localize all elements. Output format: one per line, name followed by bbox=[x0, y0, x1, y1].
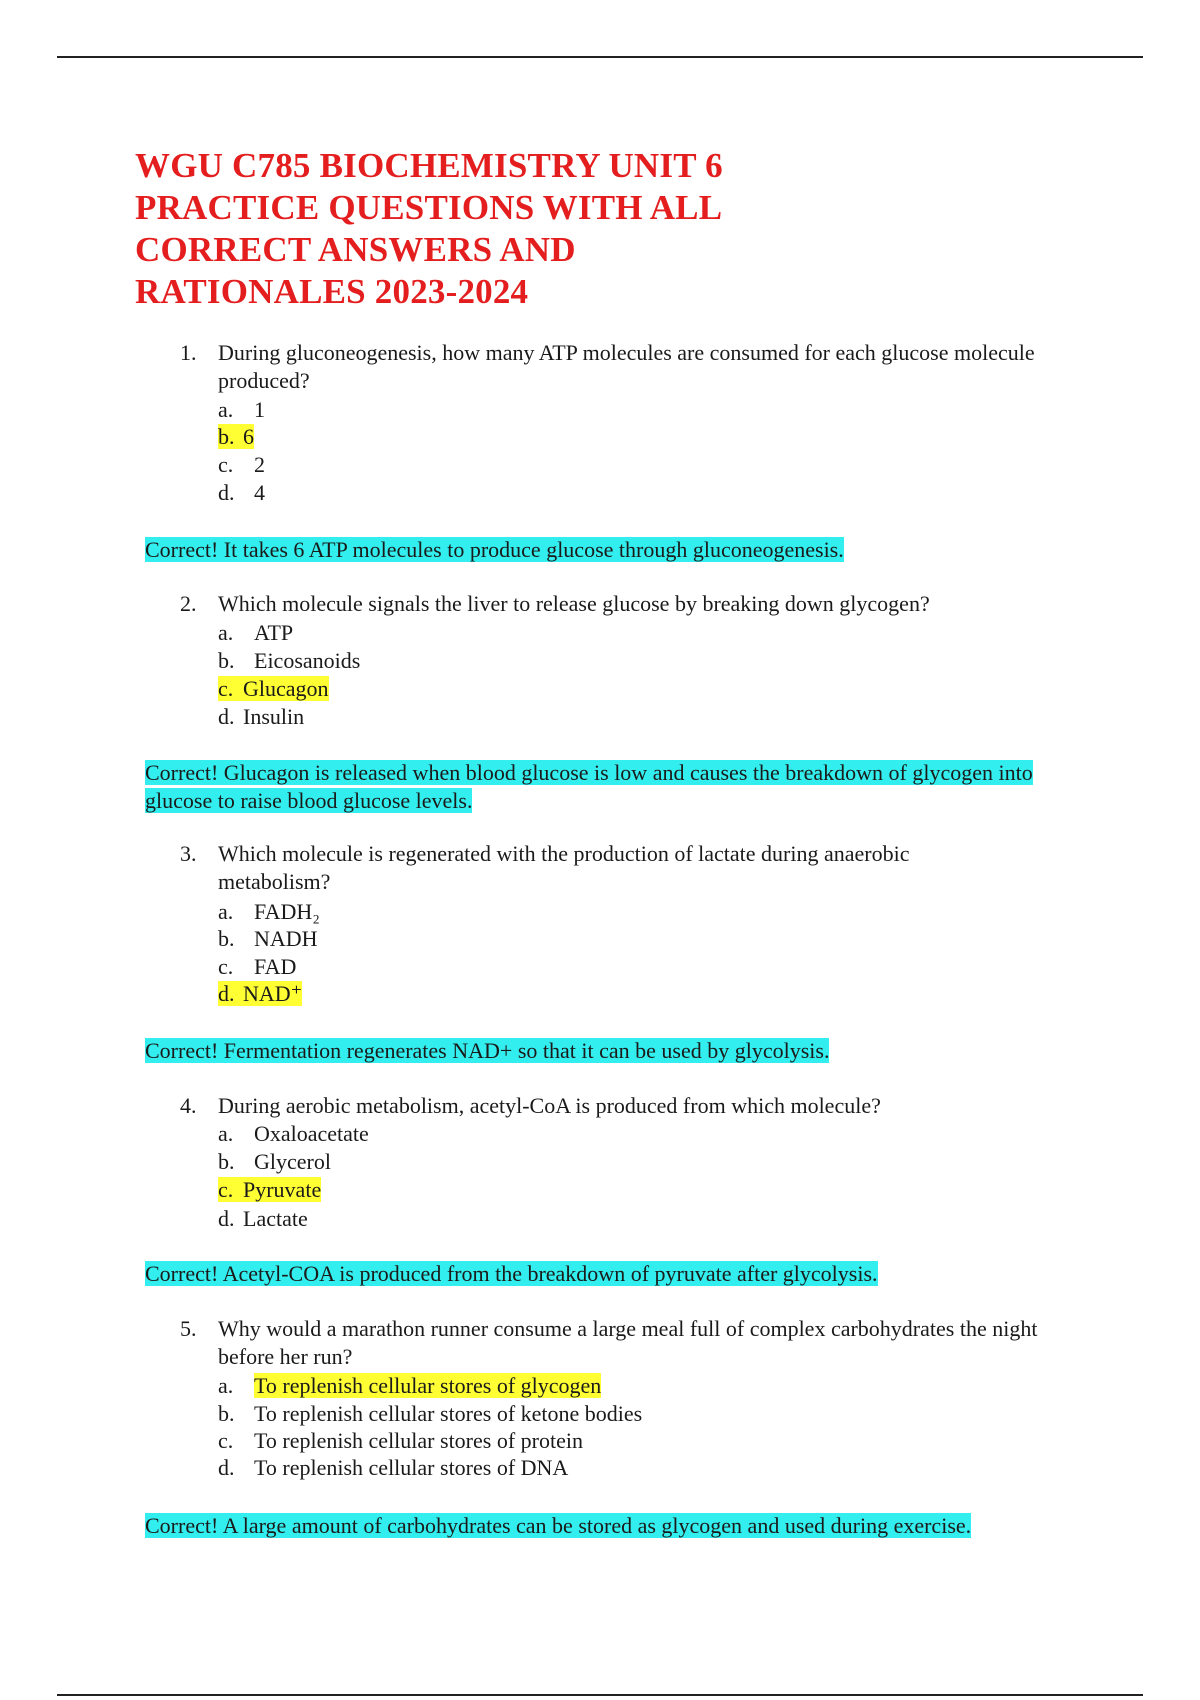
option-letter: d. bbox=[218, 981, 235, 1006]
option-text: To replenish cellular stores of protein bbox=[254, 1428, 583, 1453]
question-text: Which molecule signals the liver to release glucose by breaking down glycogen? bbox=[218, 591, 930, 616]
option-b bbox=[218, 925, 318, 952]
option-d bbox=[218, 703, 304, 730]
option-text: To replenish cellular stores of glycogen bbox=[254, 1373, 602, 1398]
option-d bbox=[218, 1205, 308, 1232]
option-c bbox=[218, 1427, 583, 1454]
option-letter: a. bbox=[218, 1121, 234, 1146]
option-letter: b. bbox=[218, 648, 235, 673]
option-text: FAD bbox=[254, 954, 297, 979]
question-number: 4. bbox=[180, 1093, 197, 1118]
option-letter: b. bbox=[218, 1149, 235, 1174]
bottom-rule bbox=[57, 1694, 1143, 1696]
option-letter: b. bbox=[218, 1401, 235, 1426]
option-c-correct bbox=[218, 675, 329, 702]
rationale bbox=[145, 536, 1065, 564]
option-text: 6 bbox=[243, 424, 254, 449]
option-text: Glucagon bbox=[243, 676, 329, 701]
rationale-text: Correct! A large amount of carbohydrates can be stored as glycogen and used during exercise. bbox=[145, 1513, 972, 1538]
option-c bbox=[218, 451, 265, 478]
option-b-correct bbox=[218, 423, 254, 450]
option-letter: c. bbox=[218, 954, 234, 979]
option-letter: c. bbox=[218, 676, 234, 701]
option-text: NADH bbox=[254, 926, 318, 951]
option-a-correct bbox=[218, 1372, 601, 1399]
question-number: 2. bbox=[180, 591, 197, 616]
question-number: 5. bbox=[180, 1316, 197, 1341]
option-a bbox=[218, 396, 265, 423]
option-letter: a. bbox=[218, 899, 234, 924]
option-text: 1 bbox=[254, 397, 265, 422]
option-c bbox=[218, 953, 296, 980]
rationale-text: Correct! Acetyl-COA is produced from the breakdown of pyruvate after glycolysis. bbox=[145, 1261, 878, 1286]
title-line: CORRECT ANSWERS AND bbox=[135, 230, 576, 269]
option-c-correct bbox=[218, 1176, 321, 1203]
option-text: NAD⁺ bbox=[243, 981, 303, 1006]
option-letter: c. bbox=[218, 452, 234, 477]
option-d-correct bbox=[218, 980, 302, 1007]
question-text: Which molecule is regenerated with the production of lactate during anaerobic metabolism? bbox=[218, 841, 910, 894]
option-letter: b. bbox=[218, 424, 235, 449]
option-text: 4 bbox=[254, 480, 265, 505]
option-text: Pyruvate bbox=[243, 1177, 322, 1202]
question-text: During gluconeogenesis, how many ATP molecules are consumed for each glucose molecule produced? bbox=[218, 340, 1035, 393]
rationale-text: Correct! Glucagon is released when blood glucose is low and causes the breakdown of glycogen into glucose to raise blood glucose levels. bbox=[145, 760, 1033, 813]
option-d bbox=[218, 479, 265, 506]
option-letter: a. bbox=[218, 397, 234, 422]
option-a bbox=[218, 1120, 369, 1147]
question-text: Why would a marathon runner consume a large meal full of complex carbohydrates the night before her run? bbox=[218, 1316, 1038, 1369]
option-letter: c. bbox=[218, 1428, 234, 1453]
document-title bbox=[135, 145, 835, 313]
option-d bbox=[218, 1454, 568, 1481]
question-number: 1. bbox=[180, 340, 197, 365]
title-line: PRACTICE QUESTIONS WITH ALL bbox=[135, 188, 723, 227]
option-text: Oxaloacetate bbox=[254, 1121, 369, 1146]
rationale bbox=[145, 1512, 1105, 1540]
option-text: To replenish cellular stores of DNA bbox=[254, 1455, 569, 1480]
option-a bbox=[218, 898, 320, 925]
option-letter: d. bbox=[218, 480, 235, 505]
option-text: To replenish cellular stores of ketone bodies bbox=[254, 1401, 643, 1426]
option-b bbox=[218, 647, 360, 674]
option-b bbox=[218, 1400, 642, 1427]
rationale bbox=[145, 1037, 1065, 1065]
rationale bbox=[145, 759, 1090, 815]
option-a bbox=[218, 619, 293, 646]
option-letter: c. bbox=[218, 1177, 234, 1202]
option-text: FADH₂ bbox=[254, 899, 320, 924]
option-text: Eicosanoids bbox=[254, 648, 361, 673]
option-text: ATP bbox=[254, 620, 294, 645]
title-line: WGU C785 BIOCHEMISTRY UNIT 6 bbox=[135, 146, 723, 185]
option-letter: d. bbox=[218, 704, 235, 729]
option-letter: d. bbox=[218, 1455, 235, 1480]
question-number: 3. bbox=[180, 841, 197, 866]
option-text: Insulin bbox=[243, 704, 305, 729]
rationale bbox=[145, 1260, 1065, 1288]
option-letter: b. bbox=[218, 926, 235, 951]
option-text: Lactate bbox=[243, 1206, 308, 1231]
rationale-text: Correct! Fermentation regenerates NAD+ so that it can be used by glycolysis. bbox=[145, 1038, 830, 1063]
rationale-text: Correct! It takes 6 ATP molecules to produce glucose through gluconeogenesis. bbox=[145, 537, 844, 562]
title-line: RATIONALES 2023-2024 bbox=[135, 272, 529, 311]
option-letter: a. bbox=[218, 620, 234, 645]
option-letter: d. bbox=[218, 1206, 235, 1231]
top-rule bbox=[57, 56, 1143, 58]
option-text: Glycerol bbox=[254, 1149, 331, 1174]
option-b bbox=[218, 1148, 331, 1175]
option-letter: a. bbox=[218, 1373, 234, 1398]
question-text: During aerobic metabolism, acetyl-CoA is produced from which molecule? bbox=[218, 1093, 881, 1118]
option-text: 2 bbox=[254, 452, 265, 477]
